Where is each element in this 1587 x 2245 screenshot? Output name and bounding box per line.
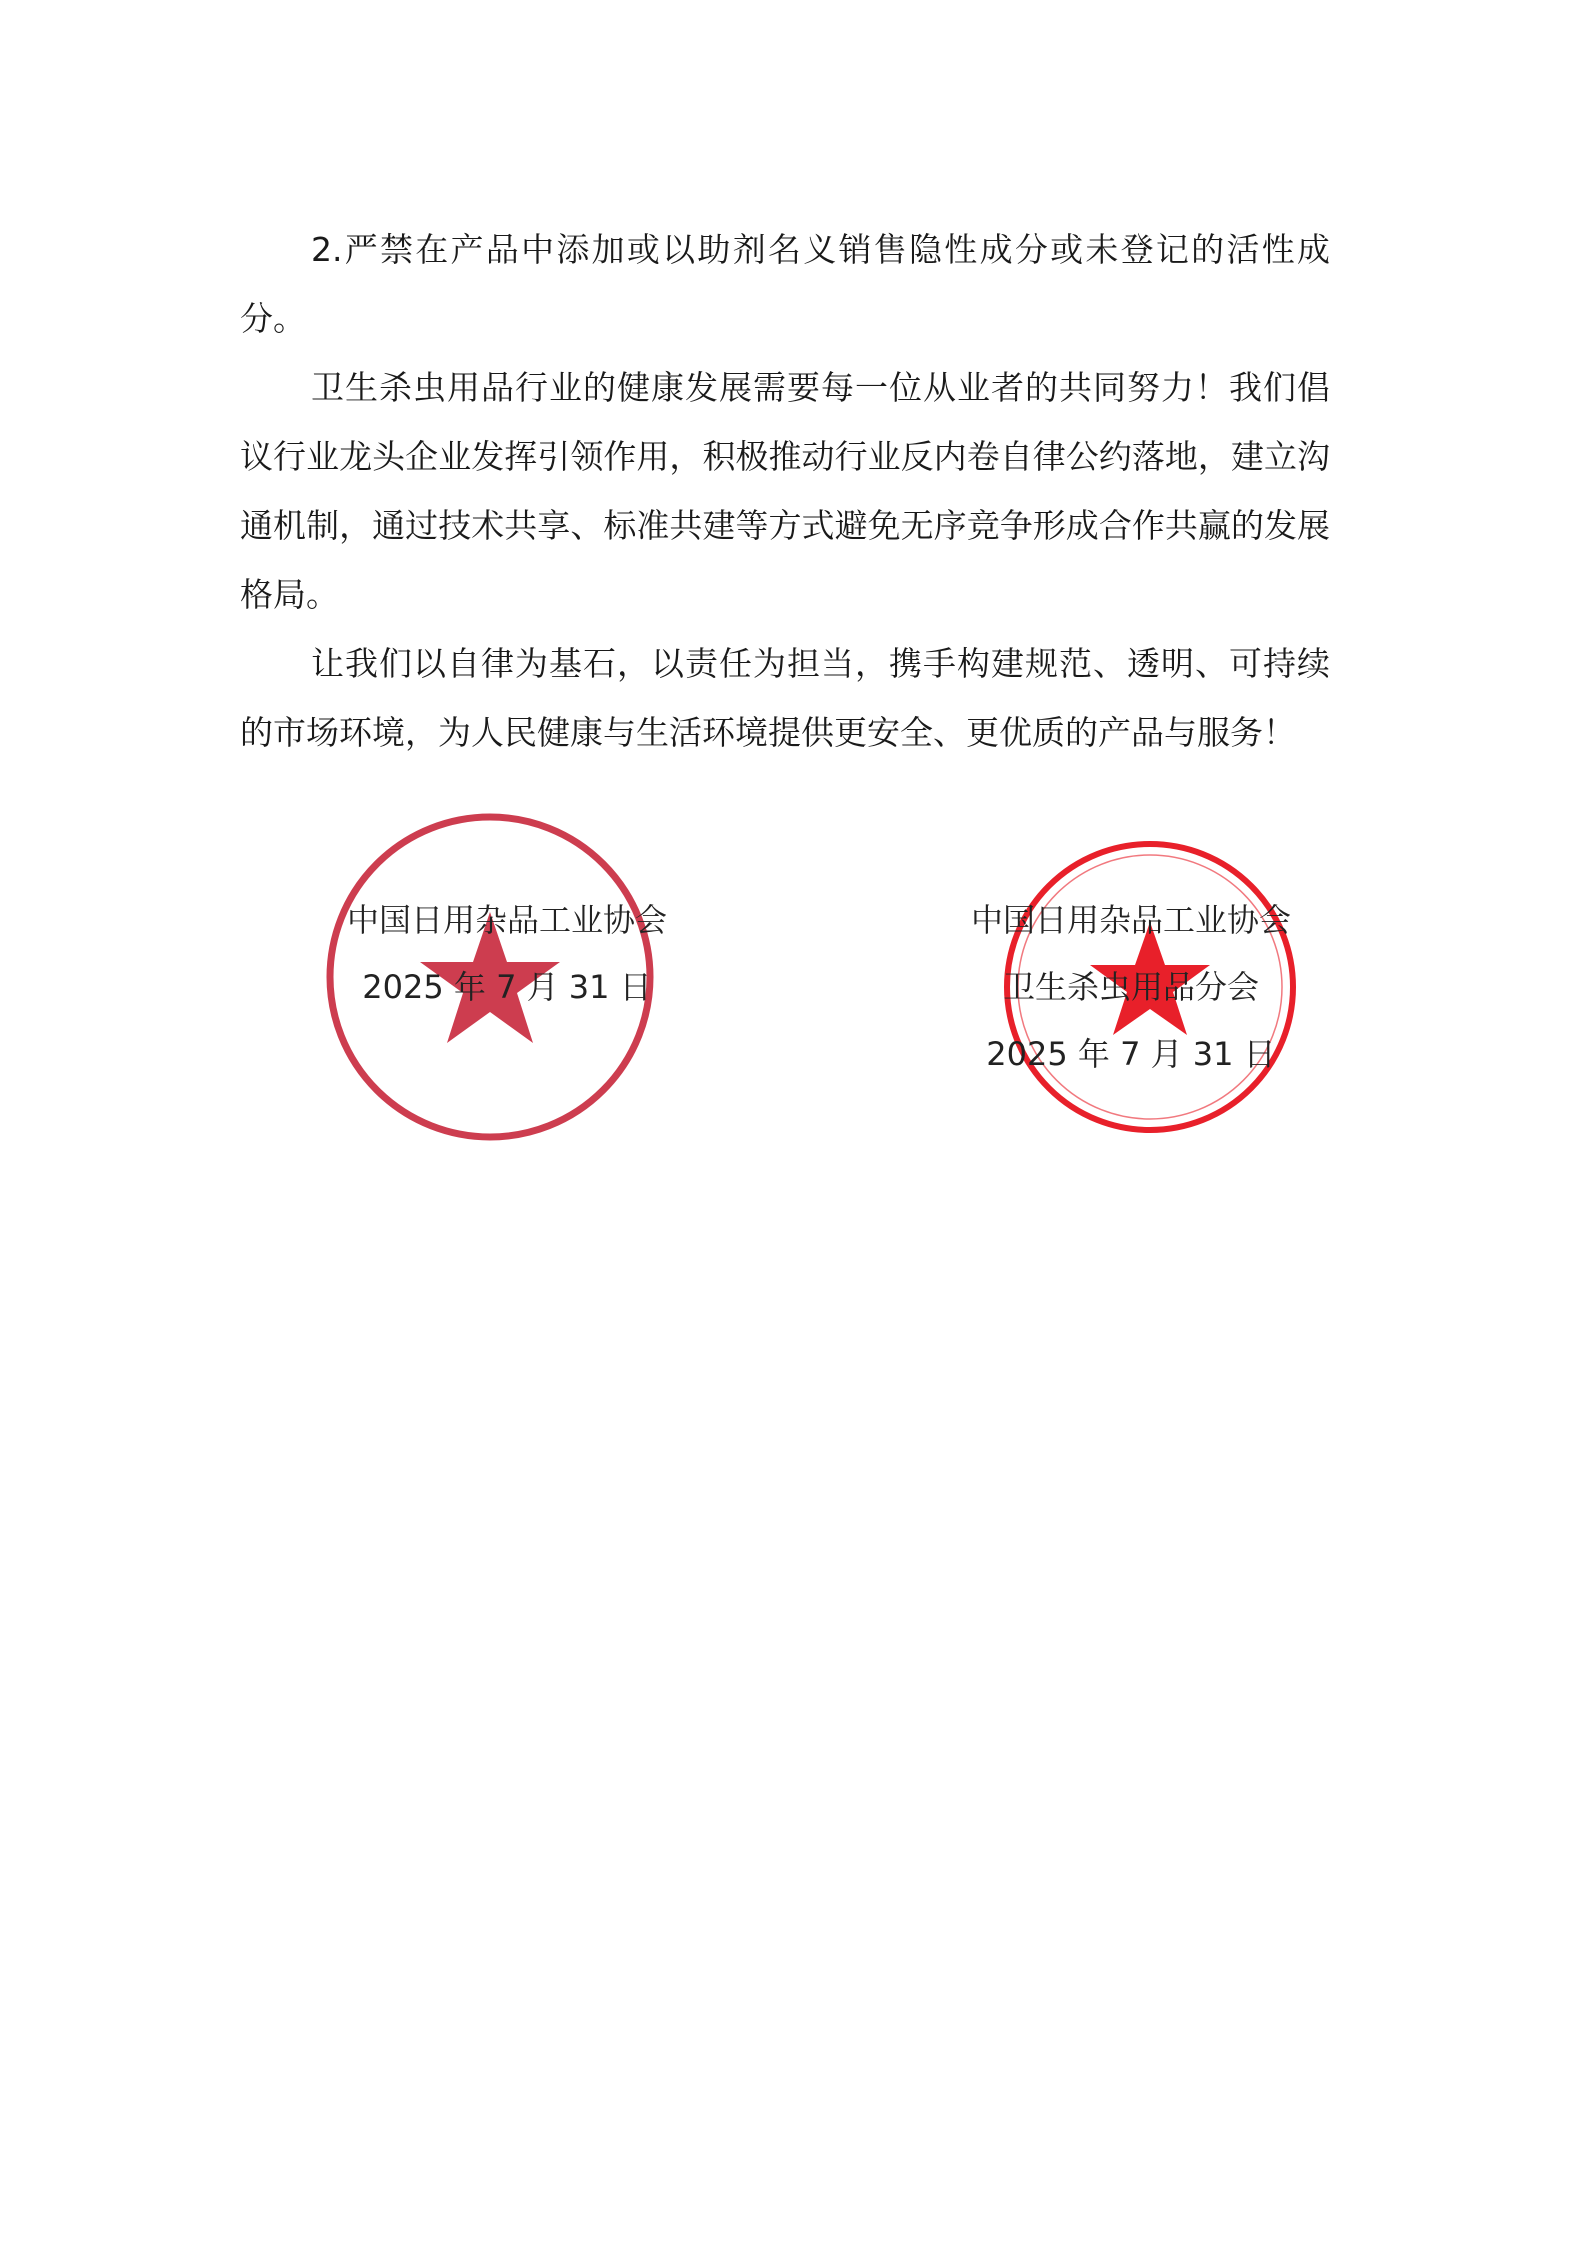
signature-date: 2025 年 7 月 31 日 bbox=[362, 968, 652, 1006]
signature-right bbox=[951, 887, 1311, 1088]
signature-branch: 卫生杀虫用品分会 bbox=[1002, 968, 1259, 1006]
signature-org: 中国日用杂品工业协会 bbox=[970, 901, 1291, 939]
signature-area bbox=[240, 887, 1330, 1187]
signature-left bbox=[327, 887, 687, 1021]
signature-date: 2025 年 7 月 31 日 bbox=[986, 1035, 1276, 1073]
document-body bbox=[240, 215, 1330, 1187]
paragraph-prohibition: 2.严禁在产品中添加或以助剂名义销售隐性成分或未登记的活性成分。 bbox=[240, 230, 1330, 338]
paragraph-closing: 让我们以自律为基石，以责任为担当，携手构建规范、透明、可持续的市场环境，为人民健康与生活环境提供更安全、更优质的产品与服务！ bbox=[240, 644, 1330, 752]
signature-org: 中国日用杂品工业协会 bbox=[346, 901, 667, 939]
paragraph-initiative: 卫生杀虫用品行业的健康发展需要每一位从业者的共同努力！我们倡议行业龙头企业发挥引领作用，积极推动行业反内卷自律公约落地，建立沟通机制，通过技术共享、标准共建等方式避免无序竞争形成合作共赢的发展格局。 bbox=[240, 368, 1330, 614]
